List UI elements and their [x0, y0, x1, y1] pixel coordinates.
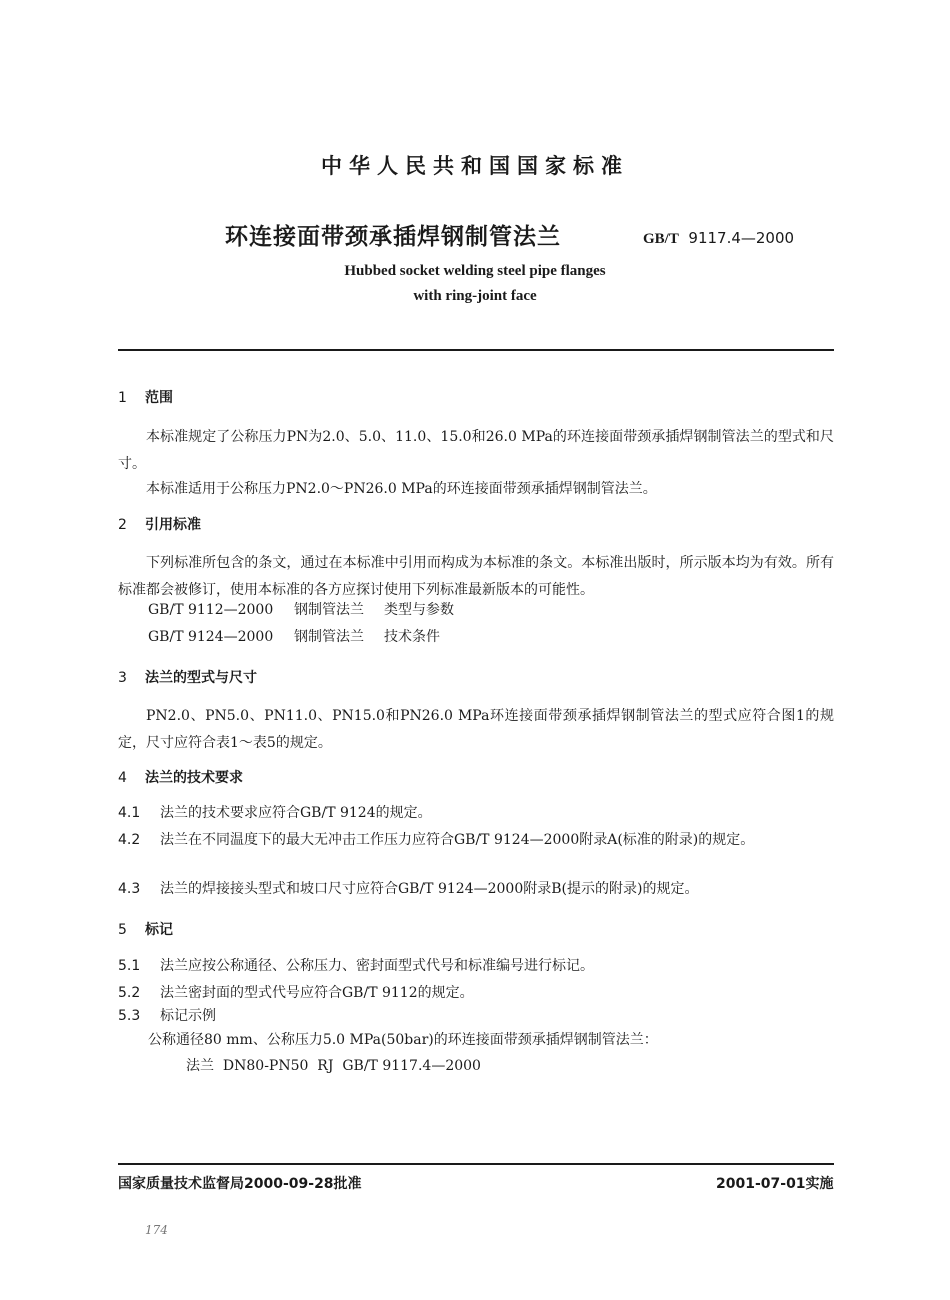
document-number [643, 229, 794, 248]
clause-text: 法兰在不同温度下的最大无冲击工作压力应符合GB/T 9124—2000附录A(标准的附录)的规定。 [160, 832, 755, 848]
clause-number: 5.3 [118, 1008, 141, 1024]
reference-row [148, 598, 454, 623]
clause-text: 法兰的技术要求应符合GB/T 9124的规定。 [160, 805, 432, 821]
clause-5-3 [118, 1003, 834, 1030]
reference-code: GB/T 9124—2000 [148, 629, 274, 645]
clause-number: 4.3 [118, 881, 141, 897]
section-heading-1 [118, 387, 173, 407]
clause-4-1 [118, 800, 834, 827]
marking-example-intro: 公称通径80 mm、公称压力5.0 MPa(50bar)的环连接面带颈承插焊钢制管法兰： [148, 1032, 658, 1048]
section-3-paragraph-1: PN2.0、PN5.0、PN11.0、PN15.0和PN26.0 MPa环连接面带颈承插焊钢制管法兰的型式应符合图1的规定，尺寸应符合表1～表5的规定。 [118, 708, 834, 751]
approval-statement: 国家质量技术监督局2000-09-28批准 [118, 1176, 362, 1192]
clause-number: 4.2 [118, 832, 141, 848]
section-number: 1 [118, 390, 127, 406]
document-number-prefix: GB/T [643, 231, 679, 247]
document-title-en-line1: Hubbed socket welding steel pipe flanges [344, 263, 606, 279]
section-number: 4 [118, 770, 127, 786]
document-title-en-line2: with ring-joint face [413, 288, 537, 304]
section-title: 标记 [145, 922, 173, 938]
reference-name: 钢制管法兰 [294, 629, 364, 645]
section-title: 法兰的型式与尺寸 [145, 670, 257, 686]
section-title: 引用标准 [145, 517, 201, 533]
clause-text: 法兰应按公称通径、公称压力、密封面型式代号和标准编号进行标记。 [160, 958, 594, 974]
reference-code: GB/T 9112—2000 [148, 602, 274, 618]
section-heading-4 [118, 767, 243, 787]
clause-5-1 [118, 953, 834, 980]
section-title: 范围 [145, 390, 173, 406]
section-heading-3 [118, 667, 257, 687]
page-number: 174 [145, 1223, 168, 1237]
section-heading-2 [118, 514, 201, 534]
reference-row [148, 625, 440, 650]
effective-date-statement: 2001-07-01实施 [716, 1176, 834, 1192]
clause-4-2 [118, 827, 834, 854]
document-title-cn: 环连接面带颈承插焊钢制管法兰 [225, 224, 561, 250]
reference-subtitle: 技术条件 [384, 629, 440, 645]
section-1-paragraph-2: 本标准适用于公称压力PN2.0～PN26.0 MPa的环连接面带颈承插焊钢制管法兰。 [146, 481, 657, 497]
section-heading-5 [118, 919, 173, 939]
clause-4-3 [118, 876, 834, 903]
clause-number: 5.2 [118, 985, 141, 1001]
header-divider [118, 349, 834, 351]
section-number: 3 [118, 670, 127, 686]
reference-name: 钢制管法兰 [294, 602, 364, 618]
clause-number: 5.1 [118, 958, 141, 974]
clause-text: 标记示例 [160, 1008, 216, 1024]
reference-subtitle: 类型与参数 [384, 602, 454, 618]
standard-type-heading: 中华人民共和国国家标准 [321, 154, 629, 178]
section-1-paragraph-1: 本标准规定了公称压力PN为2.0、5.0、11.0、15.0和26.0 MPa的环连接面带颈承插焊钢制管法兰的型式和尺寸。 [118, 429, 834, 472]
footer-divider [118, 1163, 834, 1165]
section-number: 2 [118, 517, 127, 533]
document-number-value: 9117.4—2000 [688, 229, 795, 247]
section-2-paragraph-1: 下列标准所包含的条文，通过在本标准中引用而构成为本标准的条文。本标准出版时，所示版本均为有效。所有标准都会被修订，使用本标准的各方应探讨使用下列标准最新版本的可能性。 [118, 555, 834, 598]
section-number: 5 [118, 922, 127, 938]
clause-number: 4.1 [118, 805, 141, 821]
marking-example-code: 法兰 DN80-PN50 RJ GB/T 9117.4—2000 [186, 1058, 481, 1074]
section-title: 法兰的技术要求 [145, 770, 243, 786]
clause-text: 法兰密封面的型式代号应符合GB/T 9112的规定。 [160, 985, 474, 1001]
clause-text: 法兰的焊接接头型式和坡口尺寸应符合GB/T 9124—2000附录B(提示的附录)的规定。 [160, 881, 699, 897]
